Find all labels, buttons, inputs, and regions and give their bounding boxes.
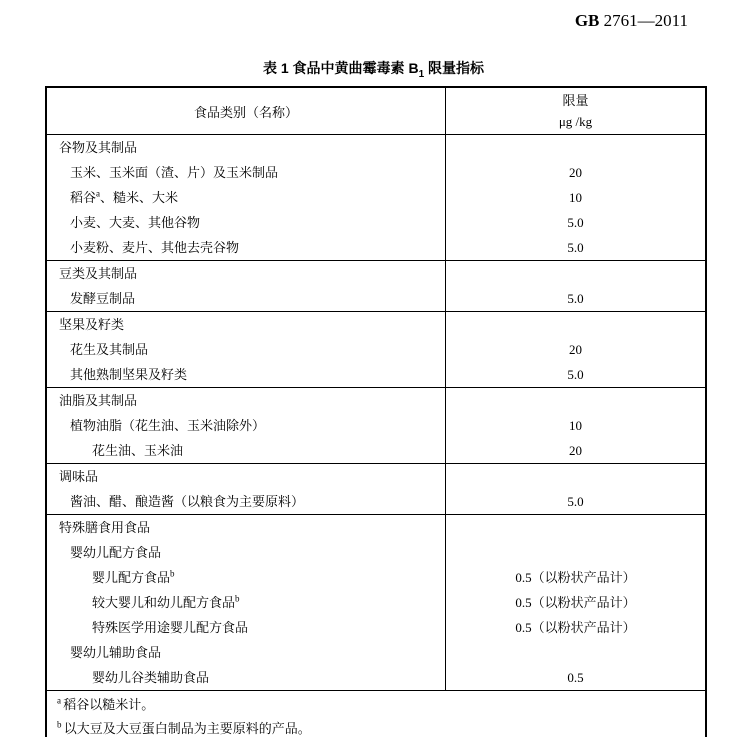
food-item-label [46, 615, 446, 640]
limit-value [446, 261, 707, 287]
food-item-label [46, 185, 446, 210]
limit-value [446, 388, 707, 414]
limit-value: 0.5 [446, 665, 707, 691]
table-row [46, 515, 706, 541]
table-row [46, 413, 706, 438]
footnote-text: 以大豆及大豆蛋白制品为主要原料的产品。 [63, 721, 311, 736]
table-row [46, 565, 706, 590]
limit-value: 10 [446, 185, 707, 210]
limit-header-unit: μg /kg [558, 114, 593, 129]
food-label-text: 婴幼儿配方食品 [70, 545, 162, 560]
table-row [46, 665, 706, 691]
footnotes-cell [46, 691, 706, 737]
food-item-label [46, 413, 446, 438]
food-item-label [46, 438, 446, 464]
table-row [46, 615, 706, 640]
food-label-text: 玉米、玉米面（渣、片）及玉米制品 [70, 165, 279, 180]
limits-table [45, 86, 707, 737]
food-label-text: 植物油脂（花生油、玉米油除外） [70, 418, 266, 433]
food-label-text: 小麦粉、麦片、其他去壳谷物 [70, 240, 240, 255]
food-label-text: 酱油、醋、酿造酱（以粮食为主要原料） [70, 494, 305, 509]
standard-code-number: 2761—2011 [599, 11, 688, 30]
food-label-text: 其他熟制坚果及籽类 [70, 367, 188, 382]
table-title-subscript: 1 [418, 68, 425, 80]
food-category-label [46, 540, 446, 565]
footnote-marker: b [170, 568, 175, 579]
food-item-label [46, 160, 446, 185]
food-item-label [46, 337, 446, 362]
footnote-marker: b [235, 593, 240, 604]
table-row [46, 464, 706, 490]
limit-value: 0.5（以粉状产品计） [446, 590, 707, 615]
food-label-text: 稻谷 [70, 190, 97, 205]
standard-code [575, 11, 688, 31]
food-item-label [46, 362, 446, 388]
food-category-label [46, 515, 446, 541]
limit-value [446, 640, 707, 665]
food-item-label [46, 235, 446, 261]
footnote-line [57, 717, 705, 737]
footnotes-row [46, 691, 706, 737]
food-label-text: 花生油、玉米油 [92, 443, 184, 458]
food-label-text: 发酵豆制品 [70, 291, 136, 306]
food-category-label [46, 135, 446, 161]
limit-value [446, 515, 707, 541]
food-item-label [46, 590, 446, 615]
food-category-label [46, 261, 446, 287]
standard-code-prefix: GB [574, 11, 600, 30]
limit-value: 10 [446, 413, 707, 438]
table-row [46, 210, 706, 235]
food-label-text: 油脂及其制品 [59, 393, 138, 408]
table-row [46, 640, 706, 665]
limit-value: 5.0 [446, 235, 707, 261]
food-label-text: 较大婴儿和幼儿配方食品 [92, 595, 236, 610]
table-row [46, 590, 706, 615]
limit-value [446, 312, 707, 338]
limit-column-header [446, 87, 707, 135]
table-title [45, 58, 702, 80]
limit-value: 5.0 [446, 210, 707, 235]
limit-value [446, 540, 707, 565]
food-label-text: 豆类及其制品 [59, 266, 138, 281]
food-label-text: 花生及其制品 [70, 342, 149, 357]
table-title-tail: 限量指标 [424, 60, 485, 76]
limit-value: 5.0 [446, 489, 707, 515]
limit-value: 20 [446, 337, 707, 362]
table-row [46, 261, 706, 287]
table-row [46, 312, 706, 338]
category-column-header: 食品类别（名称） [193, 104, 298, 120]
food-category-label [46, 388, 446, 414]
food-label-text: 婴儿配方食品 [92, 570, 171, 585]
food-label-text: 、糙米、大米 [100, 190, 179, 205]
table-row [46, 362, 706, 388]
food-label-text: 调味品 [59, 469, 99, 484]
footnote-line [57, 693, 705, 717]
food-label-text: 特殊医学用途婴儿配方食品 [92, 620, 249, 635]
food-category-label [46, 464, 446, 490]
table-row [46, 438, 706, 464]
table-header-row [46, 87, 706, 135]
table-title-main: 表 1 食品中黄曲霉毒素 B [262, 60, 419, 76]
limit-value: 0.5（以粉状产品计） [446, 615, 707, 640]
limit-header-label: 限量 [562, 93, 589, 108]
footnote-text: 稻谷以糙米计。 [63, 697, 155, 712]
table-row [46, 135, 706, 161]
limit-value [446, 135, 707, 161]
table-row [46, 388, 706, 414]
food-item-label [46, 565, 446, 590]
limit-value: 20 [446, 438, 707, 464]
limit-value: 5.0 [446, 286, 707, 312]
food-item-label [46, 489, 446, 515]
food-label-text: 婴幼儿谷类辅助食品 [92, 670, 210, 685]
table-row [46, 489, 706, 515]
limit-value: 20 [446, 160, 707, 185]
footnote-marker: a [57, 695, 64, 706]
food-category-label [46, 312, 446, 338]
limit-value: 5.0 [446, 362, 707, 388]
limit-value [446, 464, 707, 490]
food-item-label [46, 210, 446, 235]
food-label-text: 小麦、大麦、其他谷物 [70, 215, 201, 230]
table-row [46, 235, 706, 261]
food-label-text: 特殊膳食用食品 [59, 520, 151, 535]
table-row [46, 337, 706, 362]
food-label-text: 谷物及其制品 [59, 140, 138, 155]
table-row [46, 540, 706, 565]
food-item-label [46, 286, 446, 312]
table-row [46, 160, 706, 185]
food-item-label [46, 665, 446, 691]
table-row [46, 185, 706, 210]
limit-value: 0.5（以粉状产品计） [446, 565, 707, 590]
footnote-marker: a [96, 188, 101, 199]
food-category-label [46, 640, 446, 665]
footnote-marker: b [57, 719, 64, 730]
food-label-text: 坚果及籽类 [59, 317, 125, 332]
table-row [46, 286, 706, 312]
food-label-text: 婴幼儿辅助食品 [70, 645, 162, 660]
